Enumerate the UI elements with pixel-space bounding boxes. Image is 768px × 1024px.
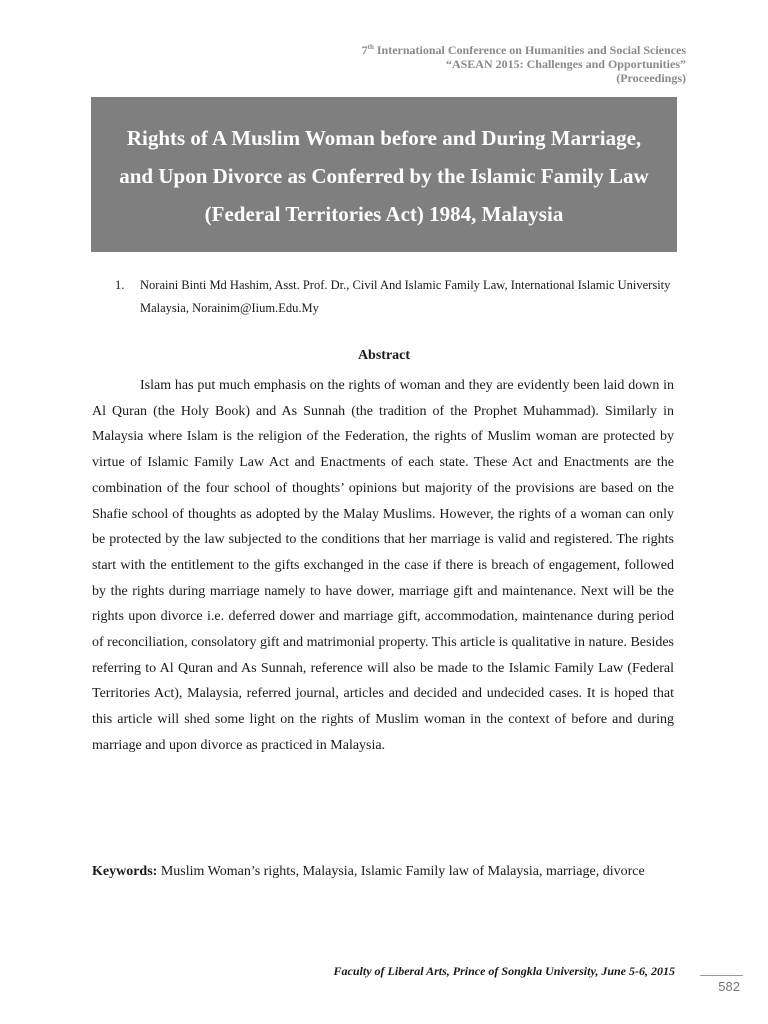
abstract-heading: Abstract: [357, 348, 411, 363]
keywords-text: Muslim Woman’s rights, Malaysia, Islamic Family law of Malaysia, marriage, divorce: [157, 864, 645, 879]
page-number-rule: [700, 975, 743, 976]
footer-affiliation: Faculty of Liberal Arts, Prince of Songkla University, June 5-6, 2015: [333, 964, 675, 978]
title-banner: [91, 97, 677, 252]
abstract-paragraph: Islam has put much emphasis on the rights of woman and they are evidently been laid down in Al Quran (the Holy Book) and As Sunnah (the tradition of the Prophet Muhammad). Similarly in Malaysia where Islam is the religion of the Federation, the rights of Muslim woman are protected by virtue of Islamic Family Law Act and Enactments of each state. These Act and Enactments are the combination of the four school of thoughts’ opinions but majority of the provisions are based on the Shafie school of thoughts as adopted by the Malay Muslims. However, the rights of a woman can only be protected by the law subjected to the conditions that her marriage is valid and registered. The rights start with the entitlement to the gifts exchanged in the case if there is breach of engagement, followed by the rights during marriage namely to have dower, marriage gift and maintenance. Next will be the rights upon divorce i.e. deferred dower and marriage gift, accommodation, maintenance during period of reconciliation, consolatory gift and matrimonial property. This article is qualitative in nature. Besides referring to Al Quran and As Sunnah, reference will also be made to the Islamic Family Law (Federal Territories Act), Malaysia, referred journal, articles and decided and undecided cases. It is hoped that this article will shed some light on the rights of Muslim woman in the context of before and during marriage and upon divorce as practiced in Malaysia.: [92, 378, 675, 753]
author-entry: [115, 274, 675, 320]
keywords-label: Keywords:: [92, 864, 158, 879]
page-number: 582: [718, 979, 740, 994]
conference-header: [86, 40, 686, 85]
keywords: [92, 859, 674, 885]
author-number: 1.: [115, 278, 125, 292]
proceedings-label: (Proceedings): [616, 71, 686, 85]
conference-theme: “ASEAN 2015: Challenges and Opportunities”: [445, 57, 686, 71]
author-affiliation: Noraini Binti Md Hashim, Asst. Prof. Dr., Civil And Islamic Family Law, International Islamic University Malaysia, Norainim@Iium.Edu.My: [140, 278, 671, 315]
paper-title: Rights of A Muslim Woman before and During Marriage, and Upon Divorce as Conferred by the Islamic Family Law (Federal Territories Act) 1984, Malaysia: [119, 125, 649, 226]
conference-name: 7th International Conference on Humanities and Social Sciences: [361, 43, 686, 57]
abstract-body: [92, 373, 674, 759]
